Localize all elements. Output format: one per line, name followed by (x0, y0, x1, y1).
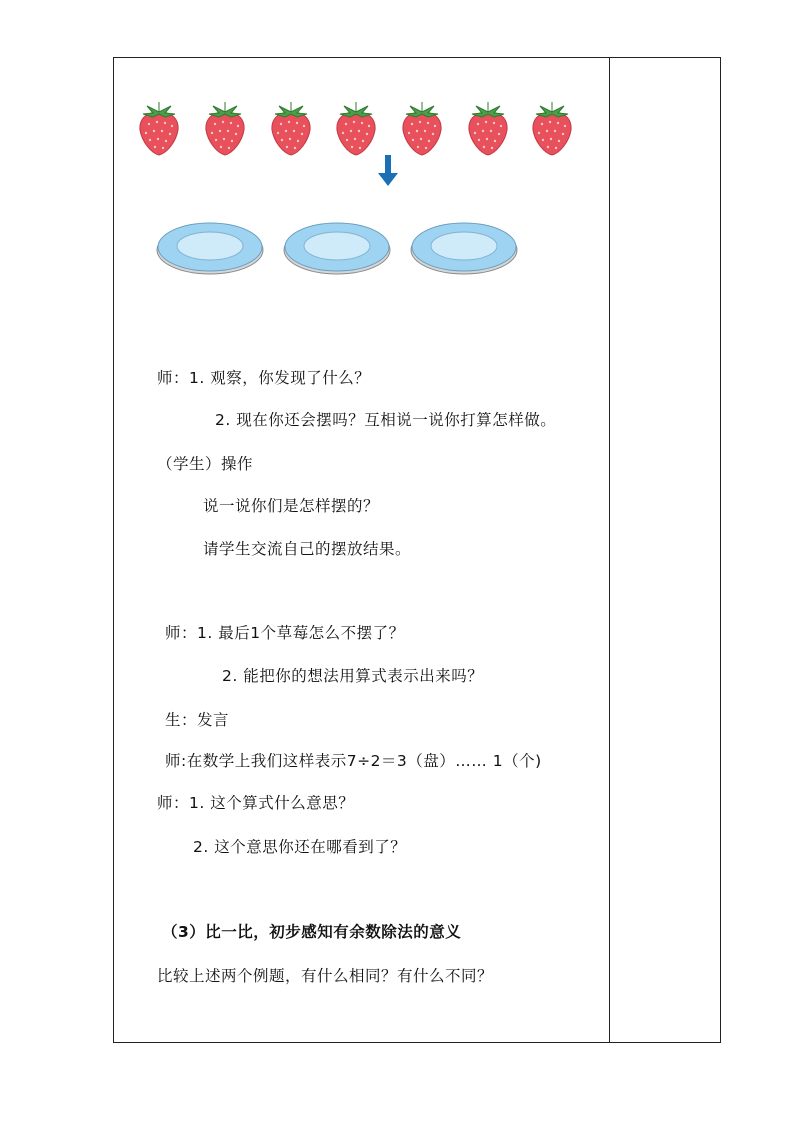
strawberry-icon (137, 98, 181, 156)
strawberry-icon (400, 98, 444, 156)
table-column-divider (609, 57, 610, 1043)
compare-question: 比较上述两个例题，有什么相同？有什么不同？ (157, 967, 494, 985)
student-speak: 生：发言 (165, 711, 230, 729)
plate-icon (409, 218, 519, 278)
plate-icon (282, 218, 392, 278)
strawberry-icon (203, 98, 247, 156)
teacher-question-where-seen: 2. 这个意思你还在哪看到了？ (193, 838, 407, 856)
teacher-question-equation: 2. 能把你的想法用算式表示出来吗？ (222, 667, 484, 685)
teacher-question-last-strawberry: 师：1. 最后1个草莓怎么不摆了？ (165, 624, 405, 642)
plate-icon (155, 218, 265, 278)
strawberry-icon (334, 98, 378, 156)
arrow-down-icon (376, 155, 400, 187)
teacher-question-arrange: 2. 现在你还会摆吗？互相说一说你打算怎样做。 (215, 411, 557, 429)
teacher-division-expression: 师:在数学上我们这样表示7÷2＝3（盘）…… 1（个) (165, 752, 542, 770)
strawberry-icon (269, 98, 313, 156)
section-heading-compare: （3）比一比，初步感知有余数除法的意义 (162, 923, 462, 941)
teacher-question-meaning: 师：1. 这个算式什么意思？ (157, 794, 355, 812)
strawberry-icon (466, 98, 510, 156)
student-operation: （学生）操作 (157, 455, 254, 473)
teacher-question-observe: 师：1. 观察，你发现了什么？ (157, 369, 371, 387)
prompt-describe: 说一说你们是怎样摆的？ (203, 497, 380, 515)
strawberry-icon (530, 98, 574, 156)
prompt-share-results: 请学生交流自己的摆放结果。 (203, 540, 412, 558)
